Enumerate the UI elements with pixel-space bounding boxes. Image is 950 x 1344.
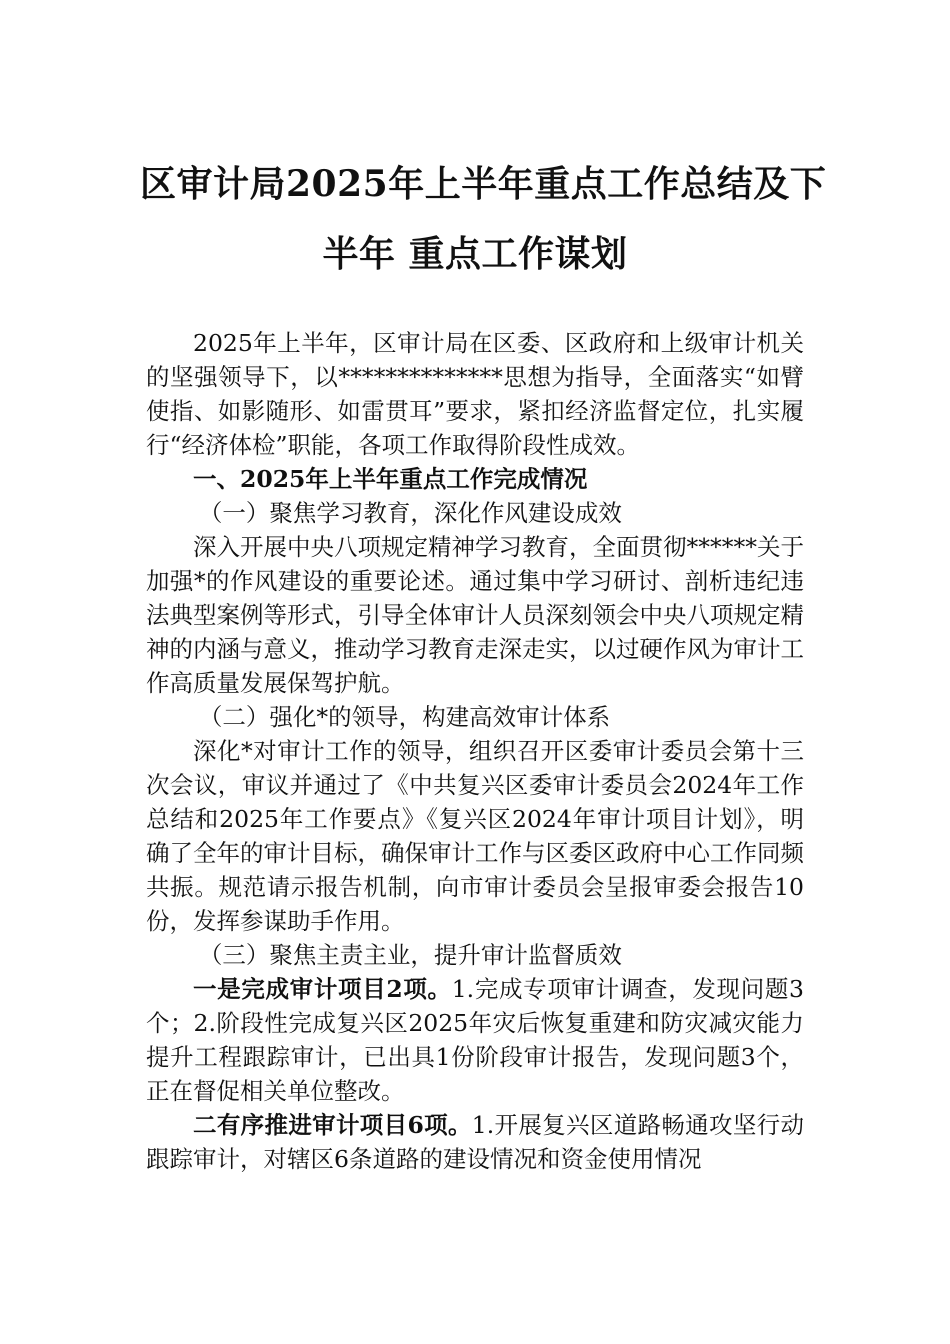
document-title-line-1: 区审计局2025年上半年重点工作总结及下 <box>140 163 827 205</box>
subsection-heading-1: （一）聚焦学习教育，深化作风建设成效 <box>198 499 622 527</box>
item-2-lead: 二有序推进审计项目6项。 <box>193 1111 472 1139</box>
item-1-body: 1.完成专项审计调查，发现问题3个；2.阶段性完成复兴区2025年灾后恢复重建和防灾减灾能力提升工程跟踪审计，已出具1份阶段审计报告，发现问题3个，正在督促相关单位整改。 <box>146 975 804 1105</box>
subsection-heading-2: （二）强化*的领导，构建高效审计体系 <box>198 703 611 731</box>
document-title-line-2: 半年 重点工作谋划 <box>322 233 628 275</box>
subsection-heading-3: （三）聚焦主责主业，提升审计监督质效 <box>198 941 622 969</box>
document-body <box>146 326 804 1176</box>
intro-paragraph: 2025年上半年，区审计局在区委、区政府和上级审计机关的坚强领导下，以**************思想为指导，全面落实“如臂使指、如影随形、如雷贯耳”要求，紧扣经济监督定位，扎实履行“经济体检”职能，各项工作取得阶段性成效。 <box>146 329 804 459</box>
item-1-paragraph <box>146 972 804 1108</box>
item-2-paragraph <box>146 1108 804 1176</box>
section-heading-1: 一、2025年上半年重点工作完成情况 <box>193 465 588 493</box>
subsection-1-paragraph: 深入开展中央八项规定精神学习教育，全面贯彻******关于加强*的作风建设的重要论述。通过集中学习研讨、剖析违纪违法典型案例等形式，引导全体审计人员深刻领会中央八项规定精神的内涵与意义，推动学习教育走深走实，以过硬作风为审计工作高质量发展保驾护航。 <box>146 533 804 697</box>
item-2-body: 1.开展复兴区道路畅通攻坚行动跟踪审计，对辖区6条道路的建设情况和资金使用情况 <box>146 1111 804 1173</box>
subsection-2-paragraph: 深化*对审计工作的领导，组织召开区委审计委员会第十三次会议，审议并通过了《中共复兴区委审计委员会2024年工作总结和2025年工作要点》《复兴区2024年审计项目计划》，明确了全年的审计目标，确保审计工作与区委区政府中心工作同频共振。规范请示报告机制，向市审计委员会呈报审委会报告10份，发挥参谋助手作用。 <box>146 737 804 935</box>
item-1-lead: 一是完成审计项目2项。 <box>193 975 452 1003</box>
